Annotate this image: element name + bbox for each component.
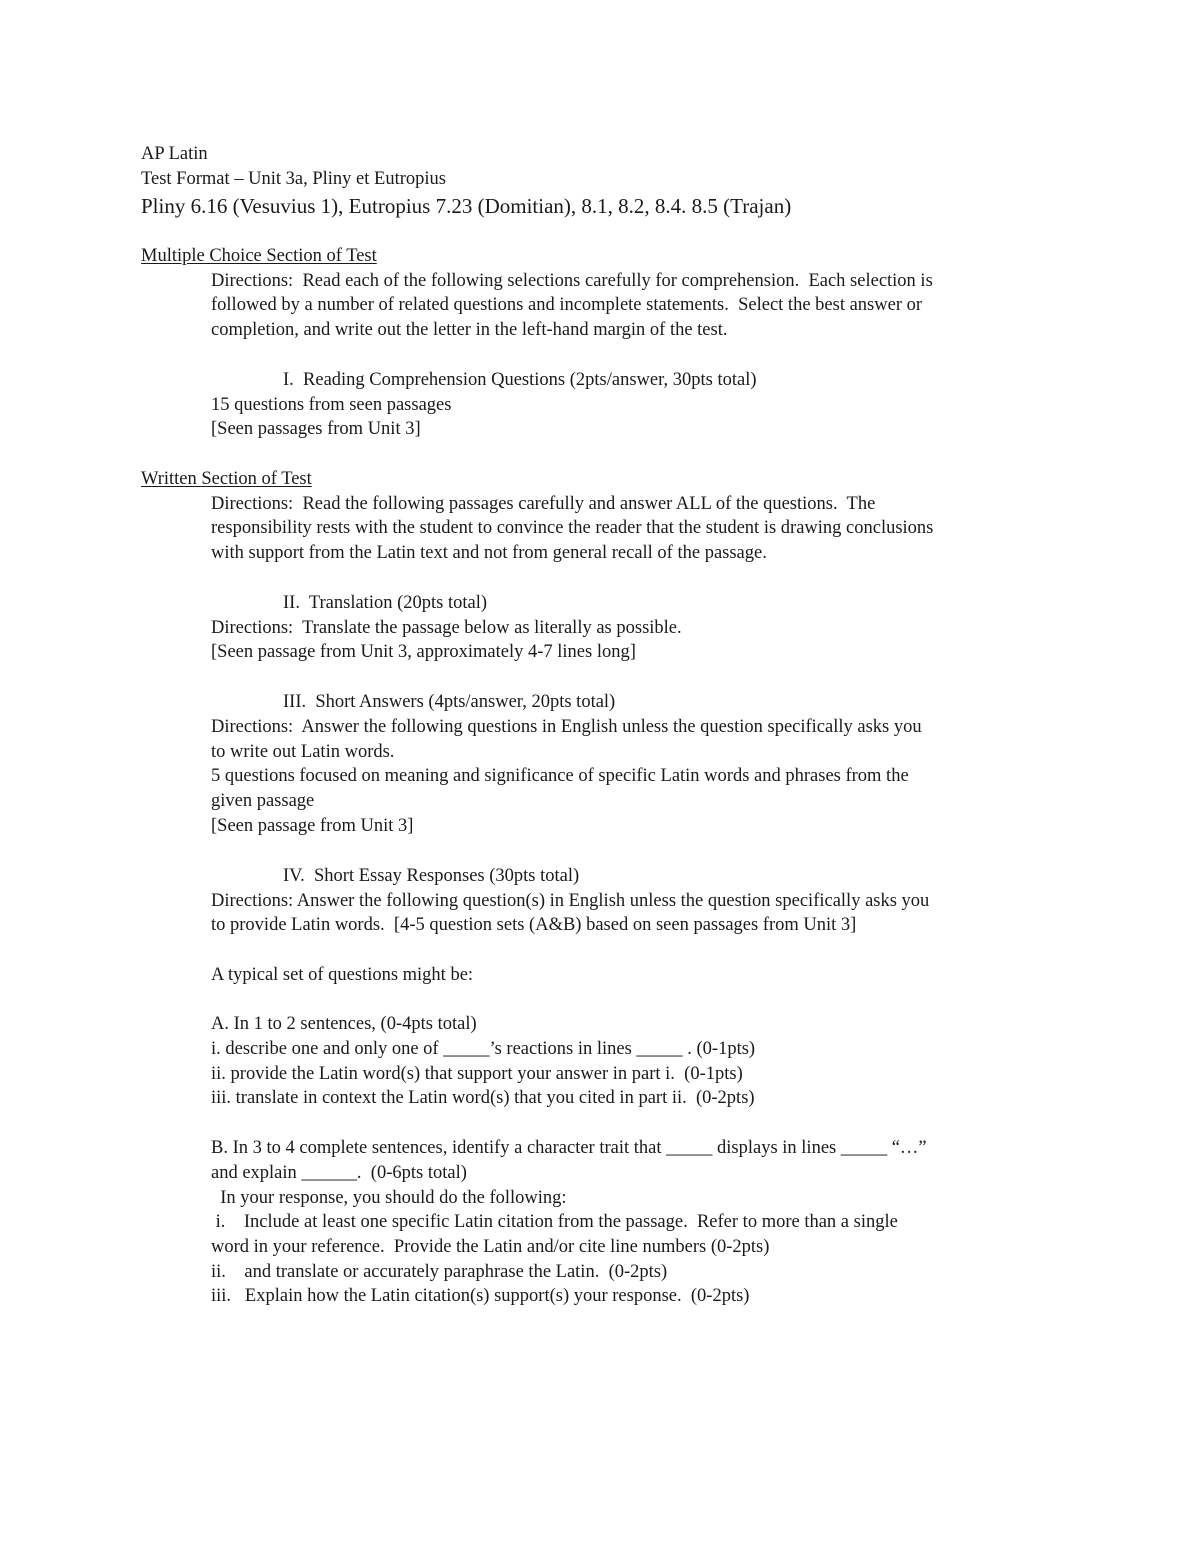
set-b-line: In your response, you should do the following:: [211, 1188, 567, 1208]
mc-section-heading: Multiple Choice Section of Test: [141, 246, 377, 266]
part3-line: 5 questions focused on meaning and significance of specific Latin words and phrases from the: [211, 766, 909, 786]
part3-title: III. Short Answers (4pts/answer, 20pts total): [283, 692, 616, 712]
part4-line: to provide Latin words. [4-5 question sets (A&B) based on seen passages from Unit 3]: [211, 915, 857, 935]
set-b-line: B. In 3 to 4 complete sentences, identify a character trait that _____ displays in lines _____ “…”: [211, 1138, 927, 1158]
written-directions-line: responsibility rests with the student to convince the reader that the student is drawing conclusions: [211, 518, 934, 538]
written-directions-line: with support from the Latin text and not from general recall of the passage.: [211, 543, 767, 563]
mc-directions-line: completion, and write out the letter in the left-hand margin of the test.: [211, 320, 728, 340]
part2-line: Directions: Translate the passage below as literally as possible.: [211, 618, 682, 638]
part3-line: given passage: [211, 791, 315, 811]
set-a-line: ii. provide the Latin word(s) that support your answer in part i. (0-1pts): [211, 1064, 743, 1084]
set-b-line: iii. Explain how the Latin citation(s) support(s) your response. (0-2pts): [211, 1286, 750, 1306]
part1-line: 15 questions from seen passages: [211, 395, 452, 415]
part3-line: to write out Latin words.: [211, 742, 395, 762]
part4-title: IV. Short Essay Responses (30pts total): [283, 866, 580, 886]
set-b-line: i. Include at least one specific Latin citation from the passage. Refer to more than a single: [211, 1212, 898, 1232]
mc-directions-line: followed by a number of related questions and incomplete statements. Select the best answer or: [211, 295, 923, 315]
part1-line: [Seen passages from Unit 3]: [211, 419, 421, 439]
set-a-line: i. describe one and only one of _____’s reactions in lines _____ . (0-1pts): [211, 1039, 756, 1059]
typical-set-intro: A typical set of questions might be:: [211, 965, 474, 985]
written-section-heading: Written Section of Test: [141, 469, 312, 489]
part3-line: [Seen passage from Unit 3]: [211, 816, 414, 836]
set-b-line: ii. and translate or accurately paraphrase the Latin. (0-2pts): [211, 1262, 668, 1282]
part3-line: Directions: Answer the following questions in English unless the question specifically asks you: [211, 717, 922, 737]
set-a-line: iii. translate in context the Latin word(s) that you cited in part ii. (0-2pts): [211, 1088, 755, 1108]
set-a-line: A. In 1 to 2 sentences, (0-4pts total): [211, 1014, 477, 1034]
part1-title: I. Reading Comprehension Questions (2pts/answer, 30pts total): [283, 370, 757, 390]
test-format-line: Test Format – Unit 3a, Pliny et Eutropius: [141, 169, 446, 189]
course-title: AP Latin: [141, 144, 208, 164]
mc-directions-line: Directions: Read each of the following selections carefully for comprehension. Each selection is: [211, 271, 933, 291]
part2-line: [Seen passage from Unit 3, approximately 4-7 lines long]: [211, 642, 636, 662]
set-b-line: and explain ______. (0-6pts total): [211, 1163, 467, 1183]
written-directions-line: Directions: Read the following passages carefully and answer ALL of the questions. The: [211, 494, 876, 514]
part2-title: II. Translation (20pts total): [283, 593, 488, 613]
part4-line: Directions: Answer the following question(s) in English unless the question specifically asks you: [211, 891, 930, 911]
set-b-line: word in your reference. Provide the Latin and/or cite line numbers (0-2pts): [211, 1237, 770, 1257]
readings-line: Pliny 6.16 (Vesuvius 1), Eutropius 7.23 (Domitian), 8.1, 8.2, 8.4. 8.5 (Trajan): [141, 194, 792, 218]
